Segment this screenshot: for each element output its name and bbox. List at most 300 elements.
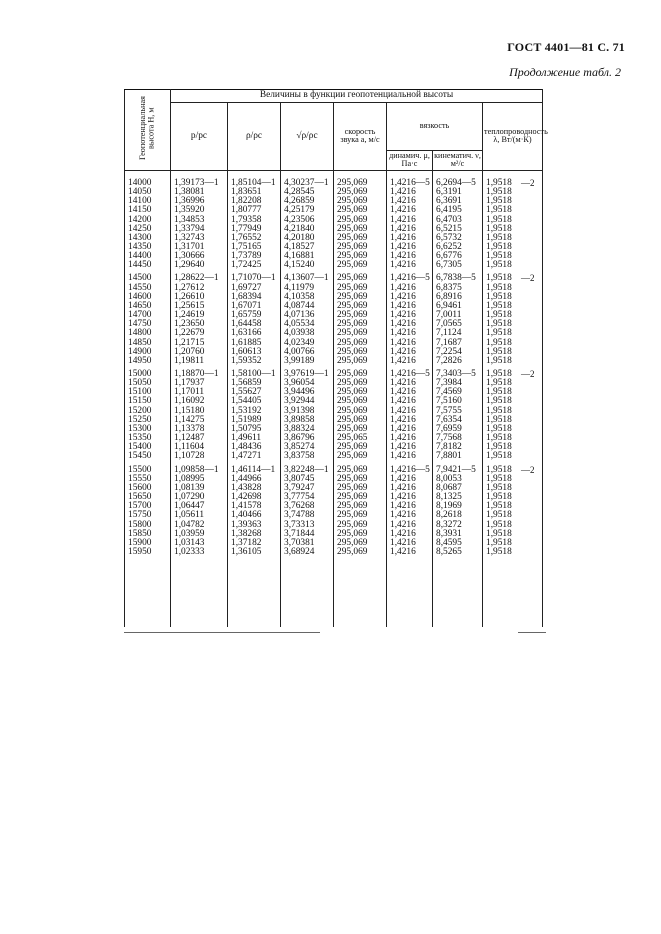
pressure-ratio-cell: 1,02333 <box>171 548 228 557</box>
sqrt-density-cell: 3,70381 <box>281 539 334 548</box>
kinematic-viscosity-cell: 6,6776 <box>433 252 483 261</box>
speed-of-sound-cell: 295,069 <box>334 302 387 311</box>
density-ratio-cell: 1,71070—1 <box>228 270 281 283</box>
density-ratio-cell: 1,36105 <box>228 548 281 557</box>
kinematic-viscosity-cell: 7,5160 <box>433 397 483 406</box>
dynamic-viscosity-cell: 1,4216 <box>387 284 433 293</box>
thermal-conductivity-cell: 1,9518 <box>483 348 543 357</box>
density-ratio-cell: 1,59352 <box>228 357 281 366</box>
sqrt-density-cell: 4,25179 <box>281 206 334 215</box>
density-ratio-cell: 1,67071 <box>228 302 281 311</box>
altitude-cell: 14100 <box>125 197 171 206</box>
sqrt-density-cell: 3,88324 <box>281 425 334 434</box>
altitude-cell: 15400 <box>125 443 171 452</box>
pressure-ratio-cell: 1,23650 <box>171 320 228 329</box>
dynamic-viscosity-cell: 1,4216—5 <box>387 462 433 475</box>
thermal-conductivity-cell: 1,9518 <box>483 379 543 388</box>
sqrt-density-cell: 4,07136 <box>281 311 334 320</box>
kinematic-viscosity-cell: 6,3691 <box>433 197 483 206</box>
density-ratio-cell: 1,51989 <box>228 416 281 425</box>
pressure-ratio-cell: 1,21715 <box>171 339 228 348</box>
sqrt-density-cell: 4,21840 <box>281 225 334 234</box>
kinematic-viscosity-cell: 7,3403—5 <box>433 366 483 379</box>
pressure-ratio-cell: 1,28622—1 <box>171 270 228 283</box>
density-ratio-cell: 1,68394 <box>228 293 281 302</box>
kinematic-viscosity-cell: 6,8916 <box>433 293 483 302</box>
speed-of-sound-cell: 295,069 <box>334 425 387 434</box>
speed-of-sound-cell: 295,069 <box>334 188 387 197</box>
kinematic-viscosity-cell: 7,9421—5 <box>433 462 483 475</box>
altitude-cell: 14650 <box>125 302 171 311</box>
sqrt-density-cell: 4,10358 <box>281 293 334 302</box>
kinematic-viscosity-cell: 7,4569 <box>433 388 483 397</box>
thermal-conductivity-cell: 1,9518 <box>483 234 543 243</box>
kinematic-viscosity-header: кинематич. ν, м²/с <box>433 150 483 170</box>
sqrt-density-cell: 4,15240 <box>281 261 334 270</box>
pressure-ratio-cell: 1,06447 <box>171 502 228 511</box>
dynamic-viscosity-cell: 1,4216 <box>387 329 433 338</box>
thermal-conductivity-cell: 1,9518 <box>483 511 543 520</box>
altitude-cell: 15300 <box>125 425 171 434</box>
thermal-conductivity-cell: 1,9518 <box>483 284 543 293</box>
density-ratio-cell: 1,76552 <box>228 234 281 243</box>
thermal-conductivity-cell: 1,9518 <box>483 502 543 511</box>
sqrt-density-cell: 3,76268 <box>281 502 334 511</box>
density-ratio-cell: 1,63166 <box>228 329 281 338</box>
dynamic-viscosity-cell: 1,4216—5 <box>387 366 433 379</box>
spacer-cell <box>125 557 171 627</box>
thermal-conductivity-cell: 1,9518 <box>483 434 543 443</box>
sqrt-density-cell: 3,82248—1 <box>281 462 334 475</box>
spacer-cell <box>433 557 483 627</box>
speed-of-sound-cell: 295,069 <box>334 475 387 484</box>
pressure-ratio-cell: 1,39173—1 <box>171 170 228 188</box>
sqrt-density-cell: 4,03938 <box>281 329 334 338</box>
kinematic-viscosity-cell: 8,1325 <box>433 493 483 502</box>
thermal-conductivity-cell: 1,9518 <box>483 407 543 416</box>
pressure-ratio-cell: 1,22679 <box>171 329 228 338</box>
thermal-conductivity-cell: 1,9518 —2 <box>483 170 543 188</box>
altitude-cell: 15000 <box>125 366 171 379</box>
kinematic-viscosity-cell: 7,6354 <box>433 416 483 425</box>
pressure-ratio-cell: 1,03143 <box>171 539 228 548</box>
table-row <box>125 270 543 283</box>
sqrt-density-cell: 3,74788 <box>281 511 334 520</box>
density-ratio-cell: 1,53192 <box>228 407 281 416</box>
density-ratio-cell: 1,75165 <box>228 243 281 252</box>
sqrt-density-cell: 3,99189 <box>281 357 334 366</box>
kinematic-viscosity-cell: 7,6959 <box>433 425 483 434</box>
speed-of-sound-cell: 295,069 <box>334 539 387 548</box>
density-ratio-cell: 1,39363 <box>228 521 281 530</box>
density-ratio-cell: 1,42698 <box>228 493 281 502</box>
dynamic-viscosity-cell: 1,4216 <box>387 188 433 197</box>
altitude-cell: 14300 <box>125 234 171 243</box>
altitude-cell: 15950 <box>125 548 171 557</box>
speed-of-sound-cell: 295,069 <box>334 261 387 270</box>
thermal-conductivity-cell: 1,9518 <box>483 188 543 197</box>
thermal-conductivity-cell: 1,9518 <box>483 293 543 302</box>
kinematic-viscosity-cell: 8,1969 <box>433 502 483 511</box>
thermal-conductivity-cell: 1,9518 <box>483 539 543 548</box>
speed-of-sound-cell: 295,069 <box>334 521 387 530</box>
speed-of-sound-cell: 295,069 <box>334 530 387 539</box>
dynamic-viscosity-cell: 1,4216—5 <box>387 170 433 188</box>
speed-of-sound-cell: 295,069 <box>334 548 387 557</box>
sqrt-density-cell: 3,71844 <box>281 530 334 539</box>
pressure-ratio-cell: 1,03959 <box>171 530 228 539</box>
altitude-cell: 15250 <box>125 416 171 425</box>
altitude-cell: 15800 <box>125 521 171 530</box>
pressure-ratio-cell: 1,12487 <box>171 434 228 443</box>
density-ratio-cell: 1,50795 <box>228 425 281 434</box>
density-ratio-cell: 1,41578 <box>228 502 281 511</box>
speed-of-sound-cell: 295,069 <box>334 243 387 252</box>
thermal-conductivity-cell: 1,9518 <box>483 357 543 366</box>
thermal-conductivity-cell: 1,9518 —2 <box>483 366 543 379</box>
document-header: ГОСТ 4401—81 С. 71 <box>507 40 625 54</box>
table-body <box>125 170 543 627</box>
density-ratio-cell: 1,64458 <box>228 320 281 329</box>
thermal-conductivity-cell: 1,9518 <box>483 548 543 557</box>
sqrt-density-cell: 3,68924 <box>281 548 334 557</box>
dynamic-viscosity-cell: 1,4216 <box>387 197 433 206</box>
density-ratio-cell: 1,47271 <box>228 452 281 461</box>
group-header: Величины в функции геопотенциальной высоты <box>171 90 543 103</box>
altitude-cell: 15150 <box>125 397 171 406</box>
thermal-conductivity-cell: 1,9518 <box>483 311 543 320</box>
density-ratio-header: ρ/ρc <box>228 103 281 171</box>
pressure-ratio-cell: 1,35920 <box>171 206 228 215</box>
sqrt-density-cell: 3,73313 <box>281 521 334 530</box>
speed-of-sound-cell: 295,069 <box>334 311 387 320</box>
density-ratio-cell: 1,80777 <box>228 206 281 215</box>
kinematic-viscosity-cell: 6,5215 <box>433 225 483 234</box>
table-row <box>125 357 543 366</box>
thermal-conductivity-cell: 1,9518 <box>483 493 543 502</box>
sqrt-density-cell: 3,83758 <box>281 452 334 461</box>
dynamic-viscosity-header: динамич. μ, Па·с <box>387 150 433 170</box>
kinematic-viscosity-cell: 8,0687 <box>433 484 483 493</box>
speed-of-sound-cell: 295,069 <box>334 339 387 348</box>
spacer-cell <box>171 557 228 627</box>
density-ratio-cell: 1,58100—1 <box>228 366 281 379</box>
speed-of-sound-cell: 295,069 <box>334 462 387 475</box>
dynamic-viscosity-cell: 1,4216 <box>387 311 433 320</box>
pressure-ratio-cell: 1,05611 <box>171 511 228 520</box>
pressure-ratio-cell: 1,07290 <box>171 493 228 502</box>
dynamic-viscosity-cell: 1,4216 <box>387 511 433 520</box>
altitude-cell: 15450 <box>125 452 171 461</box>
kinematic-viscosity-cell: 6,5732 <box>433 234 483 243</box>
thermal-conductivity-cell: 1,9518 <box>483 443 543 452</box>
thermal-conductivity-cell: 1,9518 <box>483 329 543 338</box>
altitude-cell: 14950 <box>125 357 171 366</box>
speed-of-sound-cell: 295,069 <box>334 293 387 302</box>
atmosphere-table <box>124 89 548 627</box>
table-row <box>125 462 543 475</box>
pressure-ratio-cell: 1,09858—1 <box>171 462 228 475</box>
speed-of-sound-cell: 295,069 <box>334 443 387 452</box>
speed-of-sound-cell: 295,069 <box>334 502 387 511</box>
sqrt-density-ratio-header: √ρ/ρc <box>281 103 334 171</box>
speed-of-sound-cell: 295,069 <box>334 348 387 357</box>
altitude-cell: 15600 <box>125 484 171 493</box>
kinematic-viscosity-cell: 6,2694—5 <box>433 170 483 188</box>
altitude-cell: 14350 <box>125 243 171 252</box>
altitude-cell: 15650 <box>125 493 171 502</box>
dynamic-viscosity-cell: 1,4216 <box>387 388 433 397</box>
sqrt-density-cell: 4,28545 <box>281 188 334 197</box>
kinematic-viscosity-cell: 6,6252 <box>433 243 483 252</box>
thermal-conductivity-cell: 1,9518 <box>483 425 543 434</box>
kinematic-viscosity-cell: 7,7568 <box>433 434 483 443</box>
dynamic-viscosity-cell: 1,4216 <box>387 539 433 548</box>
density-ratio-cell: 1,69727 <box>228 284 281 293</box>
pressure-ratio-cell: 1,31701 <box>171 243 228 252</box>
density-ratio-cell: 1,49611 <box>228 434 281 443</box>
pressure-ratio-cell: 1,24619 <box>171 311 228 320</box>
density-ratio-cell: 1,83651 <box>228 188 281 197</box>
speed-of-sound-cell: 295,069 <box>334 270 387 283</box>
altitude-cell: 15700 <box>125 502 171 511</box>
table-spacer-row <box>125 557 543 627</box>
altitude-cell: 14900 <box>125 348 171 357</box>
kinematic-viscosity-cell: 7,1687 <box>433 339 483 348</box>
speed-of-sound-cell: 295,069 <box>334 416 387 425</box>
altitude-cell: 14600 <box>125 293 171 302</box>
exponent-suffix: —2 <box>521 464 535 475</box>
sqrt-density-cell: 4,18527 <box>281 243 334 252</box>
speed-of-sound-cell: 295,069 <box>334 357 387 366</box>
pressure-ratio-cell: 1,25615 <box>171 302 228 311</box>
dynamic-viscosity-cell: 1,4216 <box>387 475 433 484</box>
altitude-cell: 14150 <box>125 206 171 215</box>
kinematic-viscosity-cell: 7,8182 <box>433 443 483 452</box>
kinematic-viscosity-cell: 6,3191 <box>433 188 483 197</box>
speed-of-sound-cell: 295,069 <box>334 320 387 329</box>
pressure-ratio-cell: 1,32743 <box>171 234 228 243</box>
speed-of-sound-cell: 295,069 <box>334 379 387 388</box>
speed-of-sound-cell: 295,069 <box>334 225 387 234</box>
sqrt-density-cell: 3,86796 <box>281 434 334 443</box>
pressure-ratio-cell: 1,27612 <box>171 284 228 293</box>
exponent-suffix: —2 <box>521 177 535 188</box>
altitude-cell: 15050 <box>125 379 171 388</box>
sqrt-density-cell: 4,26859 <box>281 197 334 206</box>
thermal-conductivity-cell: 1,9518 <box>483 388 543 397</box>
thermal-conductivity-cell: 1,9518 <box>483 452 543 461</box>
sqrt-density-cell: 3,96054 <box>281 379 334 388</box>
thermal-conductivity-cell: 1,9518 <box>483 206 543 215</box>
sqrt-density-cell: 4,30237—1 <box>281 170 334 188</box>
altitude-cell: 15200 <box>125 407 171 416</box>
speed-of-sound-cell: 295,069 <box>334 284 387 293</box>
altitude-cell: 15350 <box>125 434 171 443</box>
thermal-conductivity-header: теплопроводность λ, Вт/(м·К) <box>483 103 543 171</box>
thermal-conductivity-cell: 1,9518 —2 <box>483 462 543 475</box>
density-ratio-cell: 1,82208 <box>228 197 281 206</box>
dynamic-viscosity-cell: 1,4216 <box>387 484 433 493</box>
table-continuation-title: Продолжение табл. 2 <box>509 65 621 79</box>
density-ratio-cell: 1,55627 <box>228 388 281 397</box>
density-ratio-cell: 1,48436 <box>228 443 281 452</box>
thermal-conductivity-cell: 1,9518 <box>483 416 543 425</box>
sqrt-density-cell: 3,94496 <box>281 388 334 397</box>
sqrt-density-cell: 4,08744 <box>281 302 334 311</box>
altitude-cell: 15500 <box>125 462 171 475</box>
kinematic-viscosity-cell: 6,7305 <box>433 261 483 270</box>
kinematic-viscosity-cell: 7,2826 <box>433 357 483 366</box>
kinematic-viscosity-cell: 6,4703 <box>433 216 483 225</box>
density-ratio-cell: 1,37182 <box>228 539 281 548</box>
thermal-conductivity-cell: 1,9518 —2 <box>483 270 543 283</box>
spacer-cell <box>483 557 543 627</box>
exponent-suffix: —2 <box>521 369 535 379</box>
dynamic-viscosity-cell: 1,4216 <box>387 530 433 539</box>
kinematic-viscosity-cell: 6,9461 <box>433 302 483 311</box>
density-ratio-cell: 1,61885 <box>228 339 281 348</box>
dynamic-viscosity-cell: 1,4216 <box>387 348 433 357</box>
kinematic-viscosity-cell: 6,8375 <box>433 284 483 293</box>
speed-of-sound-cell: 295,069 <box>334 234 387 243</box>
dynamic-viscosity-cell: 1,4216 <box>387 397 433 406</box>
kinematic-viscosity-cell: 8,2618 <box>433 511 483 520</box>
density-ratio-cell: 1,73789 <box>228 252 281 261</box>
altitude-cell: 14850 <box>125 339 171 348</box>
dynamic-viscosity-cell: 1,4216 <box>387 452 433 461</box>
dynamic-viscosity-cell: 1,4216 <box>387 293 433 302</box>
speed-of-sound-cell: 295,069 <box>334 252 387 261</box>
density-ratio-cell: 1,43828 <box>228 484 281 493</box>
speed-of-sound-cell: 295,069 <box>334 206 387 215</box>
sqrt-density-cell: 3,80745 <box>281 475 334 484</box>
density-ratio-cell: 1,65759 <box>228 311 281 320</box>
pressure-ratio-cell: 1,26610 <box>171 293 228 302</box>
speed-of-sound-cell: 295,069 <box>334 397 387 406</box>
speed-of-sound-cell: 295,069 <box>334 197 387 206</box>
thermal-conductivity-cell: 1,9518 <box>483 197 543 206</box>
spacer-cell <box>334 557 387 627</box>
speed-of-sound-cell: 295,069 <box>334 329 387 338</box>
spacer-cell <box>387 557 433 627</box>
table-row <box>125 548 543 557</box>
dynamic-viscosity-cell: 1,4216 <box>387 425 433 434</box>
dynamic-viscosity-cell: 1,4216 <box>387 225 433 234</box>
altitude-header: Геопотенциальная высота H, м <box>125 90 171 171</box>
altitude-cell: 14500 <box>125 270 171 283</box>
speed-of-sound-cell: 295,069 <box>334 511 387 520</box>
dynamic-viscosity-cell: 1,4216 <box>387 502 433 511</box>
sqrt-density-cell: 4,05534 <box>281 320 334 329</box>
sqrt-density-cell: 4,23506 <box>281 216 334 225</box>
kinematic-viscosity-cell: 6,4195 <box>433 206 483 215</box>
sqrt-density-cell: 4,16881 <box>281 252 334 261</box>
density-ratio-cell: 1,85104—1 <box>228 170 281 188</box>
sqrt-density-cell: 4,11979 <box>281 284 334 293</box>
pressure-ratio-cell: 1,16092 <box>171 397 228 406</box>
pressure-ratio-cell: 1,17011 <box>171 388 228 397</box>
altitude-cell: 14400 <box>125 252 171 261</box>
pressure-ratio-cell: 1,36996 <box>171 197 228 206</box>
thermal-conductivity-cell: 1,9518 <box>483 475 543 484</box>
pressure-ratio-cell: 1,13378 <box>171 425 228 434</box>
dynamic-viscosity-cell: 1,4216 <box>387 493 433 502</box>
sqrt-density-cell: 3,89858 <box>281 416 334 425</box>
dynamic-viscosity-cell: 1,4216 <box>387 339 433 348</box>
pressure-ratio-cell: 1,20760 <box>171 348 228 357</box>
density-ratio-cell: 1,40466 <box>228 511 281 520</box>
kinematic-viscosity-cell: 6,7838—5 <box>433 270 483 283</box>
altitude-cell: 15900 <box>125 539 171 548</box>
dynamic-viscosity-cell: 1,4216 <box>387 443 433 452</box>
dynamic-viscosity-cell: 1,4216 <box>387 407 433 416</box>
pressure-ratio-cell: 1,38081 <box>171 188 228 197</box>
thermal-conductivity-cell: 1,9518 <box>483 243 543 252</box>
density-ratio-cell: 1,60613 <box>228 348 281 357</box>
altitude-cell: 14250 <box>125 225 171 234</box>
dynamic-viscosity-cell: 1,4216 <box>387 416 433 425</box>
altitude-cell: 15750 <box>125 511 171 520</box>
pressure-ratio-cell: 1,10728 <box>171 452 228 461</box>
exponent-suffix: —2 <box>521 273 535 284</box>
kinematic-viscosity-cell: 7,8801 <box>433 452 483 461</box>
kinematic-viscosity-cell: 7,5755 <box>433 407 483 416</box>
speed-of-sound-cell: 295,069 <box>334 407 387 416</box>
dynamic-viscosity-cell: 1,4216 <box>387 261 433 270</box>
pressure-ratio-cell: 1,14275 <box>171 416 228 425</box>
thermal-conductivity-cell: 1,9518 <box>483 302 543 311</box>
density-ratio-cell: 1,79358 <box>228 216 281 225</box>
sqrt-density-cell: 4,13607—1 <box>281 270 334 283</box>
pressure-ratio-cell: 1,33794 <box>171 225 228 234</box>
altitude-cell: 14800 <box>125 329 171 338</box>
altitude-cell: 14050 <box>125 188 171 197</box>
kinematic-viscosity-cell: 8,3272 <box>433 521 483 530</box>
viscosity-header: вязкость <box>387 103 483 151</box>
dynamic-viscosity-cell: 1,4216 <box>387 302 433 311</box>
thermal-conductivity-cell: 1,9518 <box>483 339 543 348</box>
pressure-ratio-cell: 1,04782 <box>171 521 228 530</box>
altitude-cell: 14200 <box>125 216 171 225</box>
speed-of-sound-cell: 295,069 <box>334 216 387 225</box>
dynamic-viscosity-cell: 1,4216 <box>387 234 433 243</box>
dynamic-viscosity-cell: 1,4216 <box>387 357 433 366</box>
speed-of-sound-cell: 295,069 <box>334 484 387 493</box>
thermal-conductivity-cell: 1,9518 <box>483 216 543 225</box>
thermal-conductivity-cell: 1,9518 <box>483 521 543 530</box>
kinematic-viscosity-cell: 7,0011 <box>433 311 483 320</box>
density-ratio-cell: 1,77949 <box>228 225 281 234</box>
sqrt-density-cell: 3,92944 <box>281 397 334 406</box>
kinematic-viscosity-cell: 8,4595 <box>433 539 483 548</box>
kinematic-viscosity-cell: 7,2254 <box>433 348 483 357</box>
kinematic-viscosity-cell: 7,3984 <box>433 379 483 388</box>
sqrt-density-cell: 3,77754 <box>281 493 334 502</box>
density-ratio-cell: 1,46114—1 <box>228 462 281 475</box>
thermal-conductivity-cell: 1,9518 <box>483 320 543 329</box>
kinematic-viscosity-cell: 8,5265 <box>433 548 483 557</box>
speed-of-sound-cell: 295,069 <box>334 388 387 397</box>
dynamic-viscosity-cell: 1,4216 <box>387 206 433 215</box>
speed-of-sound-header: скорость звука a, м/с <box>334 103 387 171</box>
table-header <box>125 90 548 171</box>
bottom-rule-left <box>124 632 320 633</box>
dynamic-viscosity-cell: 1,4216 <box>387 243 433 252</box>
sqrt-density-cell: 4,00766 <box>281 348 334 357</box>
pressure-ratio-cell: 1,18870—1 <box>171 366 228 379</box>
spacer-cell <box>228 557 281 627</box>
